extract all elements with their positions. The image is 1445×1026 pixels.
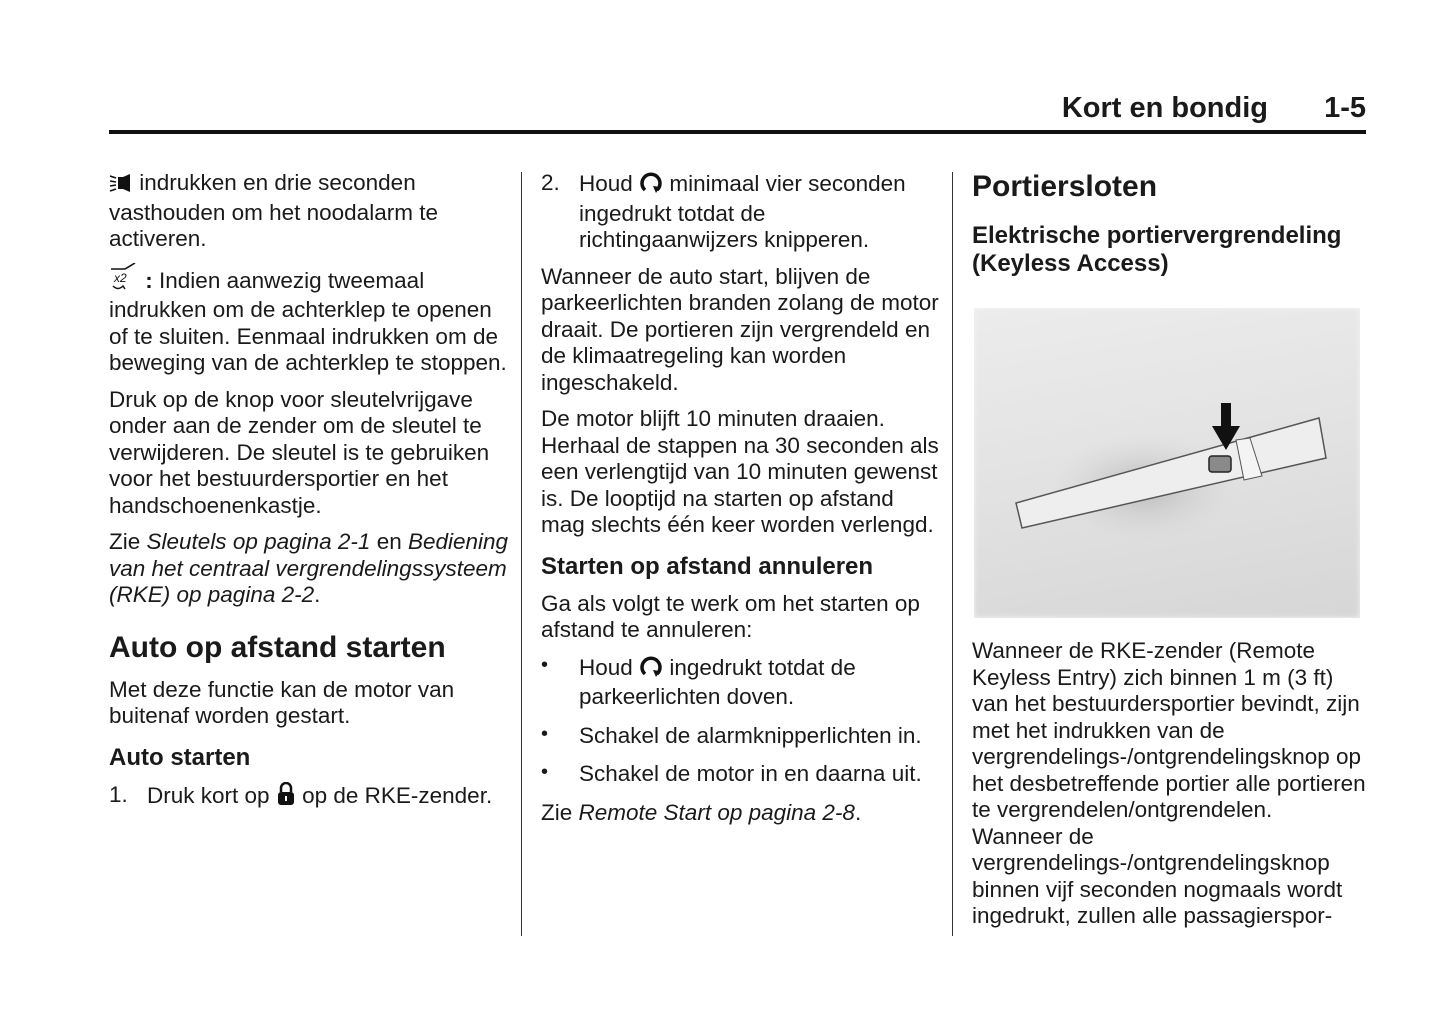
remote-start-icon — [639, 170, 663, 201]
subsection-title-cancel: Starten op afstand annuleren — [541, 552, 874, 580]
column-divider — [521, 172, 522, 936]
panic-alarm-icon — [109, 173, 133, 200]
section-title-remote-start: Auto op afstand starten — [109, 630, 446, 664]
page-header — [109, 88, 1366, 134]
tailgate-x2-icon — [109, 263, 139, 298]
column-divider — [952, 172, 953, 936]
step-2: 2. Houd minimaal vier seconden ingedrukt totdat de richtingaanwijzers knipperen. — [541, 170, 906, 252]
lock-icon — [276, 782, 296, 813]
bullet-item: • Schakel de motor in en daarna uit. — [541, 761, 922, 786]
subsection-title-start: Auto starten — [109, 743, 251, 771]
cancel-intro: Ga als volgt te werk om het starten op afstand te annuleren: — [541, 590, 920, 642]
link-remote-start[interactable]: Remote Start op pagina 2-8 — [578, 799, 855, 825]
paragraph-keyless-access: Wanneer de RKE-zender (Remote Keyless Entry) zich binnen 1 m (3 ft) van het bestuurdersportier bevindt, zijn met het indrukken van de vergrendelings-/ontgrendelingsknop op het desbetreffende portier alle portieren te vergrendelen/ontgrendelen. Wanneer de vergrendelings-/ontgrendelingsknop binnen vijf seconden nogmaals wordt ingedrukt, zullen alle passagierspor- — [972, 638, 1366, 928]
paragraph-start-behavior: Wanneer de auto start, blijven de parkeerlichten branden zolang de motor draait. De portieren zijn vergrendeld en de klimaatregeling kan worden ingeschakeld. — [541, 263, 939, 395]
section-intro: Met deze functie kan de motor van buitenaf worden gestart. — [109, 676, 455, 728]
paragraph-tailgate: x2 : Indien aanwezig tweemaal indrukken om de achterklep te openen of te sluiten. Eenmaal indrukken om de beweging van de achterklep te stoppen. — [109, 263, 509, 377]
paragraph-see-remote-start: Zie Remote Start op pagina 2-8. — [541, 799, 862, 825]
bullet-icon: • — [541, 722, 549, 745]
column-1 — [109, 170, 509, 822]
column-3 — [972, 170, 1367, 940]
paragraph-key-release: Druk op de knop voor sleutelvrijgave onder aan de zender om de sleutel te verwijderen. De sleutel is te gebruiken voor het bestuurdersportier en het handschoenenkastje. — [109, 386, 490, 518]
bullet-icon: • — [541, 653, 549, 676]
paragraph-runtime: De motor blijft 10 minuten draaien. Herhaal de stappen na 30 seconden als een verlengtijd van 10 minuten gewenst is. De looptijd na starten op afstand mag slechts één keer worden verlengd. — [541, 406, 939, 537]
subsection-title-keyless: Elektrische portiervergrendeling (Keyless Access) — [972, 222, 1342, 277]
bullet-item: • Houd ingedrukt totdat de parkeerlichten doven. — [541, 653, 856, 709]
bullet-item: • Schakel de alarmknipperlichten in. — [541, 722, 922, 748]
chapter-title: Kort en bondig — [1061, 92, 1268, 124]
page-number: 1-5 — [1324, 92, 1366, 124]
section-title-door-locks: Portiersloten — [972, 170, 1158, 203]
paragraph-alarm: indrukken en drie seconden vasthouden om het noodalarm te activeren. — [109, 170, 438, 251]
remote-start-icon — [639, 654, 663, 685]
door-handle-illustration — [974, 308, 1360, 618]
door-handle-figure — [974, 308, 1360, 618]
paragraph-see-also: Zie Sleutels op pagina 2-1 en Bediening van het centraal vergrendelingssysteem (RKE) op pagina 2-2. — [109, 529, 509, 607]
column-2 — [541, 170, 941, 836]
link-keys[interactable]: Sleutels op pagina 2-1 — [146, 529, 371, 554]
step-1: 1. Druk kort op op de RKE-zender. — [109, 782, 509, 813]
bullet-icon: • — [541, 761, 549, 783]
link-rke[interactable]: Bediening van het centraal vergrendelingssysteem (RKE) op pagina 2-2 — [109, 529, 509, 607]
svg-text:x2: x2 — [114, 270, 127, 285]
